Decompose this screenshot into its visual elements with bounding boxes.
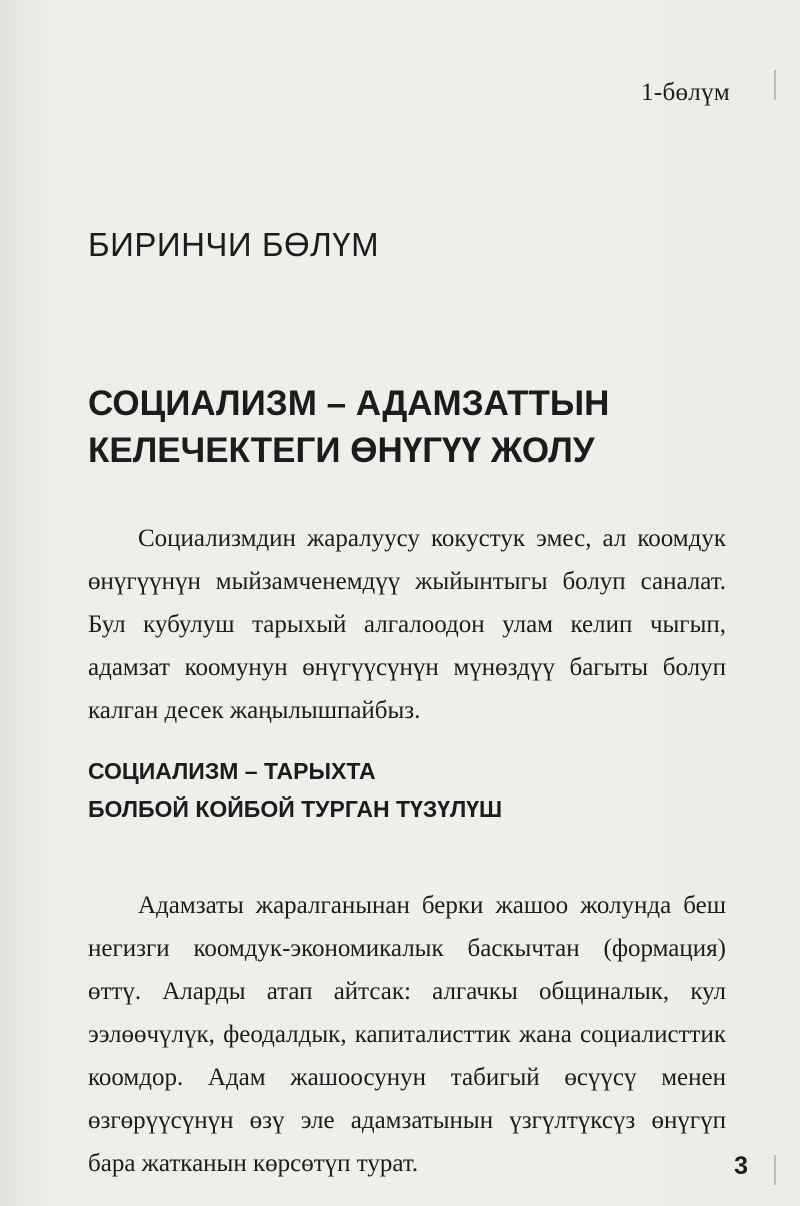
running-header: 1-бөлүм [641,79,730,106]
chapter-title-line: СОЦИАЛИЗМ – АДАМЗАТТЫН [88,384,610,423]
section-title-line: СОЦИАЛИЗМ – ТАРЫХТА [88,758,376,784]
page-edge-mark [774,70,796,100]
page-edge-mark [774,1155,796,1185]
chapter-title [88,380,728,474]
body-paragraph: Социализмдин жаралуусу кокустук эмес, ал коомдук өнүгүүнүн мыйзамченемдүү жыйынтыгы болуп саналат. Бул кубулуш тарыхый алгалоодон улам келип чыгып, адамзат коомунун өнүгүүсүнүн мүнөздүү багыты болуп калган десек жаңылышпайбыз. [88,525,726,724]
section-title [88,752,688,828]
page-number: 3 [734,1152,748,1180]
chapter-title-line: КЕЛЕЧЕКТЕГИ ӨНҮГҮҮ ЖОЛУ [88,431,595,470]
section-title-line: БОЛБОЙ КОЙБОЙ ТУРГАН ТҮЗҮЛҮШ [88,796,503,822]
body-paragraph: Адамзаты жаралганынан берки жашоо жолунда беш негизги коомдук-экономикалык баскычтан (формация) өттү. Аларды атап айтсак: алгачкы общиналык, кул ээлөөчүлүк, феодалдык, капиталисттик жана социалисттик коомдор. Адам жашоосунун табигый өсүүсү менен өзгөрүүсүнүн өзү эле адамзатынын үзгүлтүксүз өнүгүп бара жатканын көрсөтүп турат. [88,892,726,1177]
part-title: БИРИНЧИ БӨЛҮМ [88,226,380,263]
